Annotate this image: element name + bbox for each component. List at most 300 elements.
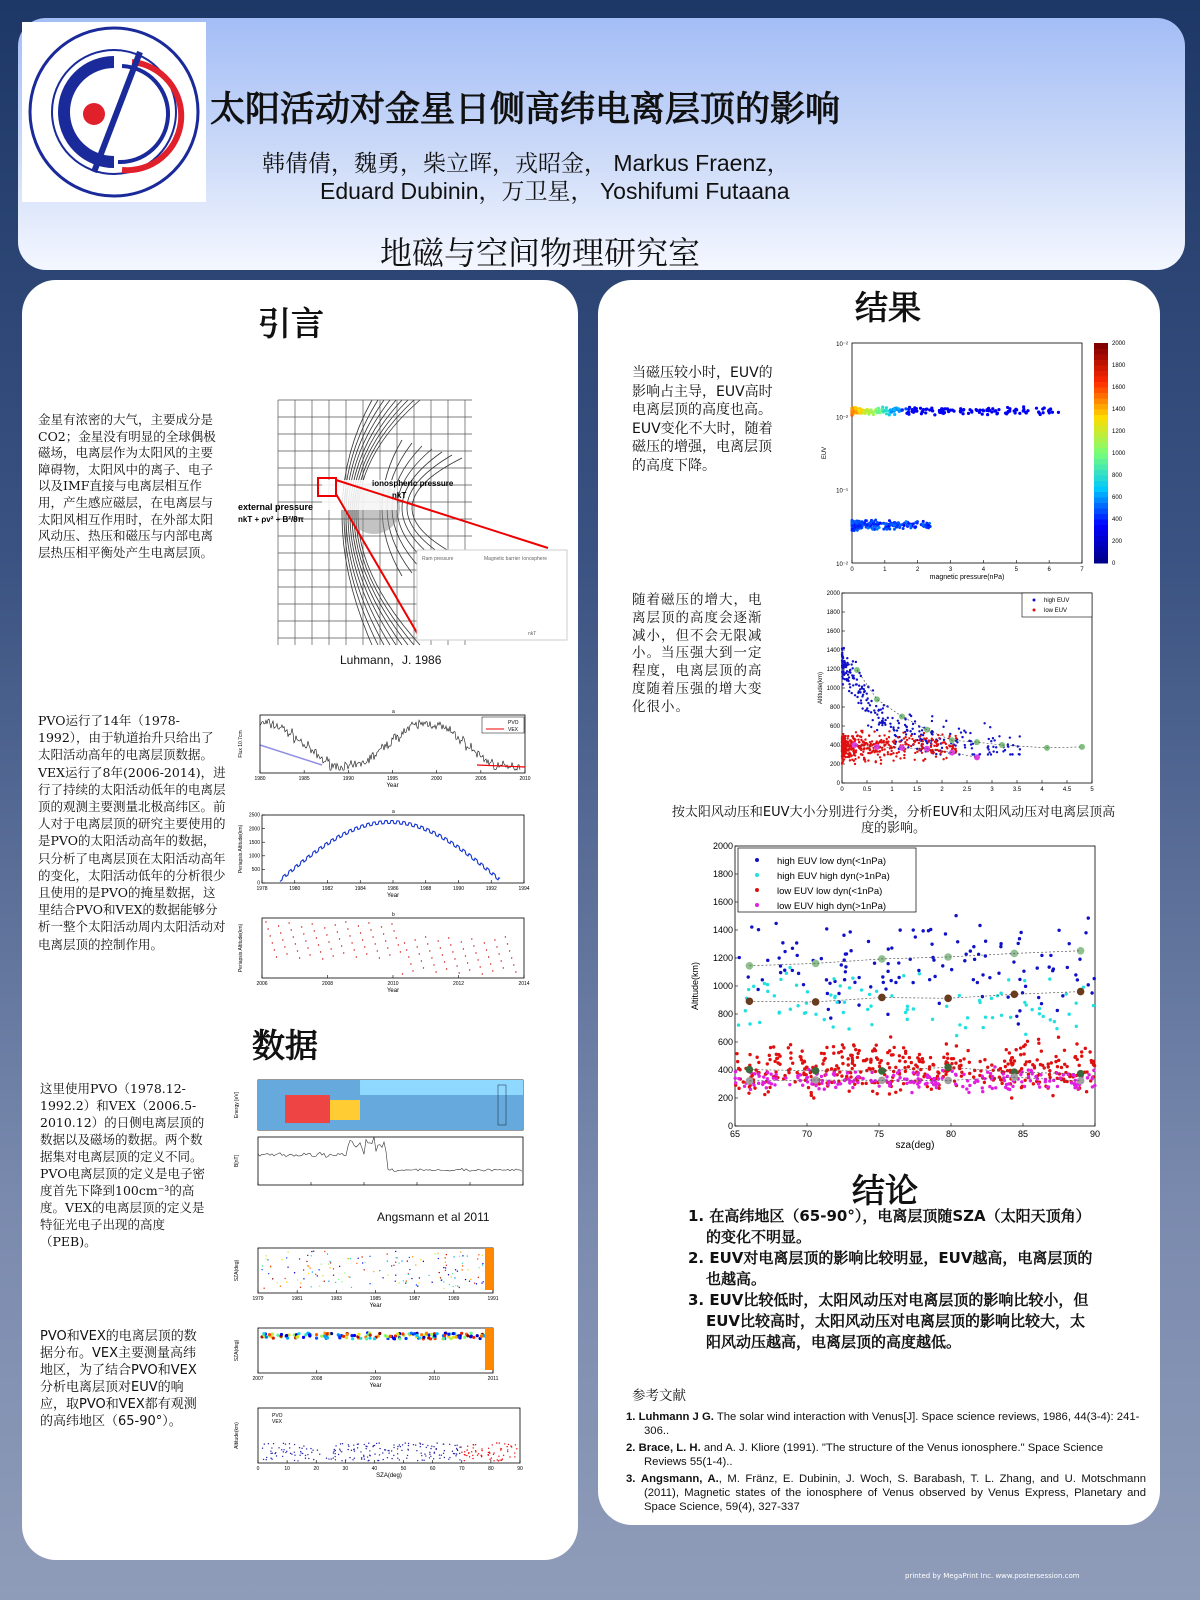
data-point: [265, 1459, 266, 1460]
x-tick-label: 75: [873, 1129, 885, 1139]
data-point: [888, 736, 890, 738]
data-point: [997, 971, 1000, 974]
data-point: [297, 1460, 298, 1461]
reference-item: [626, 1441, 1146, 1469]
data-point: [488, 1448, 489, 1449]
data-point: [968, 1084, 971, 1087]
data-point: [757, 1082, 760, 1085]
colorbar-segment: [1094, 519, 1108, 525]
data-point: [846, 657, 848, 659]
data-point: [434, 1451, 435, 1452]
data-point: [1060, 1066, 1063, 1069]
colorbar-tick-label: 0: [1112, 561, 1116, 567]
data-point: [962, 1073, 965, 1076]
data-point: [806, 1076, 809, 1079]
data-point: [990, 740, 992, 742]
data-point: [324, 927, 325, 928]
data-point: [914, 525, 917, 528]
data-point: [919, 407, 922, 410]
data-point: [429, 1452, 430, 1453]
data-point: [962, 1057, 965, 1060]
colorbar-tick-label: 1000: [1112, 451, 1126, 457]
data-point: [958, 1023, 961, 1026]
spectrogram-band: [285, 1095, 330, 1123]
y-tick-label: 1400: [712, 925, 733, 935]
data-point: [841, 758, 843, 760]
data-point: [364, 1269, 365, 1270]
data-point: [872, 749, 874, 751]
data-point: [407, 1260, 408, 1261]
data-point: [916, 522, 919, 525]
data-point: [954, 1061, 957, 1064]
data-point: [494, 939, 495, 940]
data-point: [905, 520, 908, 523]
plot-frame: [842, 593, 1092, 783]
data-point: [940, 410, 943, 413]
data-point: [267, 1259, 268, 1260]
data-point: [283, 1451, 284, 1452]
data-point: [1026, 1040, 1029, 1043]
data-point: [920, 745, 922, 747]
data-point: [379, 1448, 380, 1449]
data-point: [377, 950, 378, 951]
data-point: [916, 751, 918, 753]
data-point: [854, 754, 856, 756]
x-tick-label: 1990: [342, 776, 354, 782]
data-point: [806, 1080, 809, 1083]
data-point: [840, 1074, 843, 1077]
data-point: [744, 1009, 747, 1012]
data-point: [333, 1268, 334, 1269]
y-tick-label: 200: [829, 762, 840, 768]
data-point: [503, 967, 504, 968]
data-point: [378, 1442, 379, 1443]
data-point: [954, 914, 957, 917]
data-point: [397, 1446, 398, 1447]
data-point: [1014, 408, 1017, 411]
data-point: [847, 743, 849, 745]
x-tick-label: 40: [371, 1466, 378, 1472]
x-tick-label: 20: [313, 1466, 320, 1472]
data-point: [847, 1063, 850, 1066]
data-point: [888, 1081, 891, 1084]
data-point: [766, 1077, 769, 1080]
data-point: [914, 733, 916, 735]
data-point: [860, 753, 862, 755]
data-point: [448, 937, 449, 938]
data-point: [781, 941, 784, 944]
data-point: [871, 1090, 874, 1093]
data-point: [408, 1274, 409, 1275]
data-point: [1024, 411, 1027, 414]
data-point: [398, 1282, 399, 1283]
data-point: [892, 1074, 895, 1077]
data-point: [444, 1257, 445, 1258]
data-point: [921, 752, 923, 754]
data-point: [500, 1449, 501, 1450]
data-point: [843, 1001, 846, 1004]
data-point: [439, 1458, 440, 1459]
x-tick-label: 0.5: [862, 787, 872, 793]
data-point: [876, 1092, 879, 1095]
data-point: [909, 730, 911, 732]
y-axis-label: SZA(deg): [234, 1259, 240, 1282]
data-point: [454, 1445, 455, 1446]
data-point: [1092, 1060, 1095, 1063]
data-point: [286, 1451, 287, 1452]
data-point: [930, 746, 932, 748]
data-point: [453, 1256, 454, 1257]
data-point: [860, 988, 863, 991]
data-point: [1002, 1072, 1005, 1075]
data-point: [885, 412, 888, 415]
data-point: [889, 1035, 892, 1038]
data-point: [370, 1455, 371, 1456]
data-point: [1037, 1038, 1040, 1041]
data-point: [857, 738, 859, 740]
data-point: [444, 1450, 445, 1451]
data-point: [944, 932, 947, 935]
data-point: [433, 1446, 434, 1447]
data-point: [265, 1255, 266, 1256]
data-point: [959, 1064, 962, 1067]
data-point: [415, 1334, 418, 1337]
data-point: [1037, 1042, 1040, 1045]
data-point: [422, 1459, 423, 1460]
y-tick-label: 200: [717, 1093, 733, 1103]
conclusions-list: [688, 1206, 1098, 1353]
data-point: [383, 933, 384, 934]
data-point: [941, 747, 943, 749]
data-point: [837, 992, 840, 995]
data-point: [484, 942, 485, 943]
data-point: [999, 945, 1002, 948]
data-point: [834, 1086, 837, 1089]
data-point: [1087, 983, 1090, 986]
data-point: [471, 1451, 472, 1452]
data-point: [914, 720, 916, 722]
data-point: [766, 959, 769, 962]
data-point: [981, 973, 984, 976]
data-point: [1049, 407, 1052, 410]
data-point: [416, 1284, 417, 1285]
data-point: [445, 1270, 446, 1271]
data-point: [358, 1443, 359, 1444]
data-point: [1028, 1060, 1031, 1063]
data-point: [857, 756, 859, 758]
data-point: [750, 925, 753, 928]
data-point: [410, 1332, 413, 1335]
data-point: [354, 1450, 355, 1451]
data-point: [461, 941, 462, 942]
data-point: [832, 1045, 835, 1048]
data-point: [737, 1087, 740, 1090]
data-point: [772, 1045, 775, 1048]
data-point: [262, 1448, 263, 1449]
colorbar-segment: [1094, 552, 1108, 558]
data-point: [851, 1062, 854, 1065]
data-point: [283, 1443, 284, 1444]
data-point: [914, 935, 917, 938]
data-point: [364, 1444, 365, 1445]
data-point: [441, 1455, 442, 1456]
data-point: [982, 409, 985, 412]
data-point: [1056, 1065, 1059, 1068]
colorbar-tick-label: 1200: [1112, 429, 1126, 435]
data-point: [455, 1269, 456, 1270]
data-point: [449, 1284, 450, 1285]
data-point: [334, 1456, 335, 1457]
data-point: [843, 665, 845, 667]
data-point: [449, 1457, 450, 1458]
panel-ionosphere-formula: nkT: [528, 631, 537, 637]
data-point: [1092, 1069, 1095, 1072]
data-point: [902, 731, 904, 733]
data-point: [824, 1073, 827, 1076]
colorbar-segment: [1094, 547, 1108, 553]
data-point: [917, 969, 920, 972]
y-tick-label: 10⁻²: [836, 342, 848, 348]
data-point: [922, 759, 924, 761]
data-point: [353, 1444, 354, 1445]
data-point: [769, 1072, 772, 1075]
data-point: [264, 1443, 265, 1444]
data-point: [270, 1453, 271, 1454]
data-point: [1019, 1053, 1022, 1056]
data-point: [1049, 954, 1052, 957]
x-tick-label: 1981: [291, 1296, 303, 1302]
data-point: [1048, 1069, 1051, 1072]
x-tick-label: 70: [458, 1466, 465, 1472]
data-point: [888, 519, 891, 522]
data-point: [866, 743, 868, 745]
data-point: [469, 969, 470, 970]
results-caption-3: 按太阳风动压和EUV大小分别进行分类，分析EUV和太阳风动压对电离层顶高度的影响。: [671, 805, 1116, 836]
data-point: [488, 956, 489, 957]
data-point: [1014, 1048, 1017, 1051]
data-point: [341, 1281, 342, 1282]
x-tick-label: 3: [990, 787, 994, 793]
legend-label: high EUV: [1044, 598, 1070, 604]
data-point: [445, 1267, 446, 1268]
data-point: [795, 984, 798, 987]
x-tick-label: 2014: [518, 981, 530, 987]
data-point: [420, 1333, 423, 1336]
references-heading: 参考文献: [632, 1388, 686, 1404]
data-point: [270, 935, 271, 936]
data-point: [290, 1453, 291, 1454]
data-point: [869, 704, 871, 706]
conclusion-item: 3. EUV比较低时，太阳风动压对电离层顶的影响比较小，但EUV比较高时，太阳风动压对电离层顶的影响比较大，太阳风动压越高，电离层顶的高度越低。: [688, 1291, 1089, 1351]
data-point: [990, 410, 993, 413]
data-point: [1004, 1065, 1007, 1068]
data-point: [942, 758, 944, 760]
data-point: [912, 928, 915, 931]
data-point: [849, 949, 852, 952]
data-point: [989, 1072, 992, 1075]
data-point: [944, 751, 946, 753]
data-point: [904, 1050, 907, 1053]
data-point: [404, 1337, 407, 1340]
data-point: [984, 1016, 987, 1019]
data-point: [464, 1454, 465, 1455]
data-point: [270, 1266, 271, 1267]
poster-title: 太阳活动对金星日侧高纬电离层顶的影响: [210, 90, 841, 130]
data-point: [1009, 736, 1011, 738]
data-point: [945, 757, 947, 759]
data-point: [981, 1075, 984, 1078]
data-point: [849, 753, 851, 755]
data-point: [422, 1336, 425, 1339]
data-point: [1022, 1052, 1025, 1055]
data-point: [753, 1072, 756, 1075]
y-tick-label: 1000: [712, 981, 733, 991]
data-point: [945, 746, 947, 748]
ref-text: The solar wind interaction with Venus[J]. Space science reviews, 1986, 44(3-4): 241-306..: [644, 1411, 1140, 1437]
data-point: [918, 749, 920, 751]
data-point: [308, 1333, 311, 1336]
data-point: [1062, 1078, 1065, 1081]
data-point: [270, 1457, 271, 1458]
x-tick-label: 50: [400, 1466, 407, 1472]
data-point: [910, 1091, 913, 1094]
data-point: [906, 730, 908, 732]
data-point: [333, 1452, 334, 1453]
mean-point: [874, 696, 880, 702]
data-point: [864, 412, 867, 415]
y-axis-label: Flux 10.7cm: [238, 730, 244, 758]
data-point: [1040, 1049, 1043, 1052]
data-point: [444, 1457, 445, 1458]
data-point: [454, 1335, 457, 1338]
data-point: [291, 929, 292, 930]
data-point: [367, 1456, 368, 1457]
legend-label: low EUV low dyn(<1nPa): [777, 886, 883, 897]
y-axis-label: Altitude(km): [818, 671, 824, 705]
x-tick-label: 2011: [487, 1376, 499, 1382]
data-point: [990, 1077, 993, 1080]
ref-text: , M. Fränz, E. Dubinin, J. Woch, S. Barabash, T. L. Zhang, and U. Motschmann (2011), Magnetic states of the ionosphere of Venus observed by Venus Express, Planetary and Space Science, 59(4), 327-337: [644, 1473, 1147, 1513]
ref-author: Luhmann J G.: [638, 1411, 714, 1423]
data-point: [312, 923, 313, 924]
data-point: [918, 730, 920, 732]
data-point: [419, 953, 420, 954]
data-point: [509, 950, 510, 951]
data-point: [857, 976, 860, 979]
data-point: [382, 1459, 383, 1460]
data-point: [395, 1251, 396, 1252]
data-point: [820, 1075, 823, 1078]
data-point: [788, 966, 791, 969]
data-point: [463, 1336, 466, 1339]
data-point: [897, 736, 899, 738]
data-point: [398, 1262, 399, 1263]
data-point: [1029, 1079, 1032, 1082]
data-point: [767, 1090, 770, 1093]
data-point: [914, 759, 916, 761]
data-point: [789, 1043, 792, 1046]
data-point: [300, 1451, 301, 1452]
data-point: [1047, 1065, 1050, 1068]
data-point: [361, 1457, 362, 1458]
data-point: [299, 957, 300, 958]
data-point: [994, 1086, 997, 1089]
y-tick-label: 2000: [826, 591, 840, 597]
ref-author: Brace, L. H.: [638, 1442, 701, 1454]
data-point: [1084, 1047, 1087, 1050]
data-point: [877, 523, 880, 526]
data-point: [342, 1335, 345, 1338]
data-point: [303, 1445, 304, 1446]
data-point: [335, 1282, 336, 1283]
data-point: [851, 408, 854, 411]
y-tick-label: 10⁻²: [836, 415, 848, 422]
data-point: [311, 1251, 312, 1252]
data-point: [404, 942, 405, 943]
data-point: [875, 408, 878, 411]
data-point: [459, 972, 460, 973]
x-tick-label: 70: [801, 1129, 813, 1139]
data-point: [987, 745, 989, 747]
data-point: [442, 954, 443, 955]
data-point: [478, 1254, 479, 1255]
data-point: [942, 726, 944, 728]
data-point: [768, 1058, 771, 1061]
x-tick-label: 1987: [409, 1296, 421, 1302]
data-point: [426, 1447, 427, 1448]
data-point: [866, 410, 869, 413]
data-point: [897, 1069, 900, 1072]
data-point: [990, 753, 992, 755]
data-point: [734, 1070, 737, 1073]
data-point: [268, 1273, 269, 1274]
x-axis-label: Year: [369, 1303, 382, 1309]
data-point: [428, 1275, 429, 1276]
data-point: [880, 763, 882, 765]
x-axis-label: Year: [386, 988, 400, 994]
data-point: [806, 990, 809, 993]
data-point: [871, 1067, 874, 1070]
data-point: [766, 990, 769, 993]
data-point: [855, 683, 857, 685]
data-point: [465, 1279, 466, 1280]
data-point: [930, 406, 933, 409]
data-point: [959, 1059, 962, 1062]
data-point: [328, 1280, 329, 1281]
data-point: [931, 733, 933, 735]
data-point: [349, 1457, 350, 1458]
vex-sza-plot: [230, 1323, 525, 1398]
data-point: [347, 1449, 348, 1450]
data-point: [338, 1454, 339, 1455]
data-point: [802, 1073, 805, 1076]
x-axis-label: Year: [386, 783, 399, 789]
data-point: [276, 1334, 279, 1337]
colorbar-segment: [1094, 371, 1108, 377]
data-point: [492, 1444, 493, 1445]
data-point: [1054, 1060, 1057, 1063]
data-point: [360, 932, 361, 933]
data-point: [841, 761, 843, 763]
x-tick-label: 60: [429, 1466, 436, 1472]
data-point: [318, 944, 319, 945]
data-point: [1042, 1015, 1045, 1018]
data-point: [499, 1459, 500, 1460]
data-point: [379, 957, 380, 958]
data-point: [460, 1251, 461, 1252]
data-point: [400, 1446, 401, 1447]
colorbar-segment: [1094, 475, 1108, 481]
